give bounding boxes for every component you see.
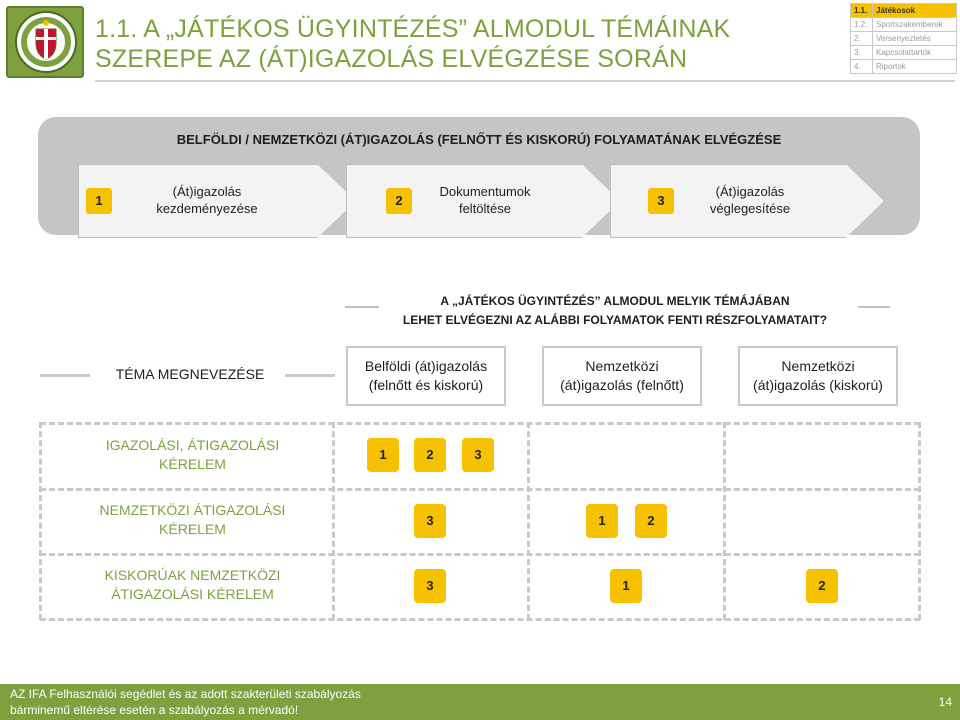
toc-label[interactable]: Kapcsolattartók <box>873 46 957 60</box>
grid-line <box>40 422 920 425</box>
row-label-line1: IGAZOLÁSI, ÁTIGAZOLÁSI <box>105 437 280 453</box>
step-label-line2: feltöltése <box>458 201 512 216</box>
step-label <box>682 183 818 217</box>
grid-column-line <box>723 422 726 620</box>
toc-number: 4. <box>851 60 873 74</box>
step-badge: 3 <box>462 438 494 472</box>
question-text <box>345 292 885 330</box>
step-badge: 1 <box>610 569 642 603</box>
step-label-line1: (Át)igazolás <box>715 184 785 199</box>
toc-label[interactable]: Sportszakemberek <box>873 18 957 32</box>
toc-number: 2. <box>851 32 873 46</box>
mlsz-crest-icon <box>10 9 82 75</box>
process-title: BELFÖLDI / NEMZETKÖZI (ÁT)IGAZOLÁS (FELNŐTT ÉS KISKORÚ) FOLYAMATÁNAK ELVÉGZÉSE <box>176 132 782 147</box>
toc-label[interactable]: Riportok <box>873 60 957 74</box>
logo <box>6 6 84 78</box>
toc-row[interactable] <box>851 32 957 46</box>
process-step-2 <box>346 164 620 238</box>
theme-header-right-rule <box>285 374 335 377</box>
step-badge: 3 <box>414 569 446 603</box>
header-divider <box>95 80 955 82</box>
step-badge: 1 <box>367 438 399 472</box>
grid-line <box>40 618 920 621</box>
process-step-3 <box>610 164 884 238</box>
column-header-line2: (át)igazolás (kiskorú) <box>753 377 883 393</box>
step-badge: 3 <box>414 504 446 538</box>
row-label-line1: NEMZETKÖZI ÁTIGAZOLÁSI <box>99 502 286 518</box>
row-label-line1: KISKORÚAK NEMZETKÖZI <box>104 567 281 583</box>
toc-number: 1.1. <box>851 4 873 18</box>
page-title <box>95 14 795 74</box>
grid-column-line <box>918 422 921 620</box>
step-label <box>420 183 550 217</box>
toc-number: 3. <box>851 46 873 60</box>
column-header-domestic <box>346 346 506 406</box>
page-title-line2: SZEREPE AZ (ÁT)IGAZOLÁS ELVÉGZÉSE SORÁN <box>95 45 688 73</box>
step-label <box>122 183 292 217</box>
grid-line <box>40 488 920 491</box>
process-step-1 <box>78 164 356 238</box>
step-badge: 2 <box>635 504 667 538</box>
row-label-international-transfer-request <box>90 501 295 539</box>
toc-label[interactable]: Játékosok <box>873 4 957 18</box>
step-label-line2: kezdeményezése <box>156 201 258 216</box>
toc-row[interactable] <box>851 60 957 74</box>
step-label-line1: (Át)igazolás <box>172 184 242 199</box>
row-label-transfer-request <box>90 436 295 474</box>
step-label-line2: véglegesítése <box>709 201 791 216</box>
step-number-badge: 2 <box>386 188 412 214</box>
section-nav <box>850 3 957 74</box>
theme-header: TÉMA MEGNEVEZÉSE <box>115 366 265 382</box>
step-badge: 2 <box>414 438 446 472</box>
step-badge: 1 <box>586 504 618 538</box>
toc-number: 1.2. <box>851 18 873 32</box>
grid-column-line <box>527 422 530 620</box>
step-number-badge: 3 <box>648 188 674 214</box>
toc-row[interactable] <box>851 4 957 18</box>
column-header-line1: Belföldi (át)igazolás <box>364 358 488 374</box>
question-line2: LEHET ELVÉGEZNI AZ ALÁBBI FOLYAMATOK FENTI RÉSZFOLYAMATAIT? <box>402 313 828 327</box>
row-label-minor-international-transfer-request <box>90 566 295 604</box>
page-number: 14 <box>938 695 952 709</box>
question-line1: A „JÁTÉKOS ÜGYINTÉZÉS” ALMODUL MELYIK TÉMÁJÁBAN <box>440 294 790 308</box>
column-header-line2: (át)igazolás (felnőtt) <box>560 377 684 393</box>
grid-column-line <box>332 422 335 620</box>
grid-column-line <box>39 422 42 620</box>
column-header-line2: (felnőtt és kiskorú) <box>368 377 484 393</box>
footer-line2: bárminemű eltérése esetén a szabályozás a mérvadó! <box>10 703 299 717</box>
step-badge: 2 <box>806 569 838 603</box>
footer-line1: AZ IFA Felhasználói segédlet és az adott szakterületi szabályozás <box>10 687 361 701</box>
column-header-line1: Nemzetközi <box>585 358 659 374</box>
row-label-line2: KÉRELEM <box>159 456 226 472</box>
footer-disclaimer <box>10 686 361 718</box>
column-header-international-adult <box>542 346 702 406</box>
column-header-international-minor <box>738 346 898 406</box>
row-label-line2: KÉRELEM <box>159 521 226 537</box>
toc-row[interactable] <box>851 18 957 32</box>
step-number-badge: 1 <box>86 188 112 214</box>
toc-label[interactable]: Versenyeztetés <box>873 32 957 46</box>
row-label-line2: ÁTIGAZOLÁSI KÉRELEM <box>111 586 274 602</box>
step-label-line1: Dokumentumok <box>439 184 531 199</box>
column-header-line1: Nemzetközi <box>781 358 855 374</box>
grid-line <box>40 553 920 556</box>
theme-header-left-rule <box>40 374 90 377</box>
page-title-line1: 1.1. A „JÁTÉKOS ÜGYINTÉZÉS” ALMODUL TÉMÁINAK <box>95 15 731 43</box>
toc-row[interactable] <box>851 46 957 60</box>
